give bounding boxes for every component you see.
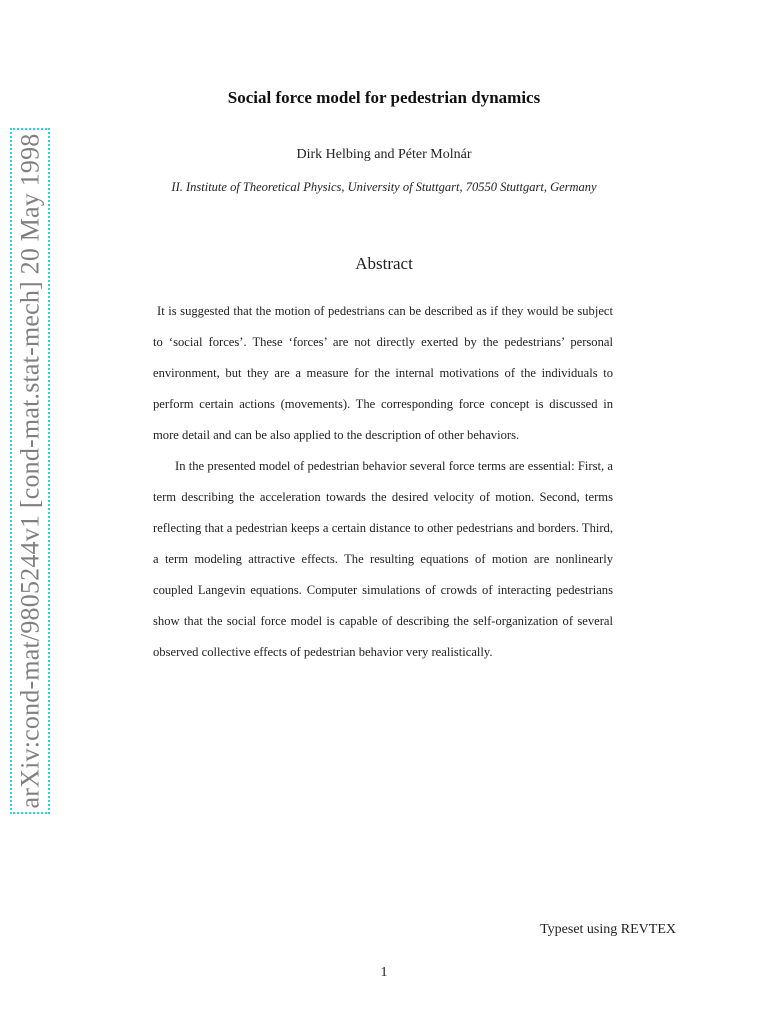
arxiv-stamp	[10, 128, 50, 814]
arxiv-identifier: arXiv:cond-mat/9805244v1 [cond-mat.stat-mech] 20 May 1998	[15, 133, 44, 809]
abstract-paragraph-1: It is suggested that the motion of pedestrians can be described as if they would be subject to ‘social forces’. These ‘forces’ are not directly exerted by the pedestrians’ personal environment, but they are a measure for the internal motivations of the individuals to perform certain actions (movements). The corresponding force concept is discussed in more detail and can be also applied to the description of other behaviors.	[153, 304, 613, 442]
abstract-paragraph-2: In the presented model of pedestrian behavior several force terms are essential: First, a term describing the acceleration towards the desired velocity of motion. Second, terms reflecting that a pedestrian keeps a certain distance to other pedestrians and borders. Third, a term modeling attractive effects. The resulting equations of motion are nonlinearly coupled Langevin equations. Computer simulations of crowds of interacting pedestrians show that the social force model is capable of describing the self-organization of several observed collective effects of pedestrian behavior very realistically.	[153, 459, 613, 659]
paper-authors: Dirk Helbing and Péter Molnár	[296, 147, 472, 162]
page-number: 1	[380, 965, 388, 980]
paper-title: Social force model for pedestrian dynamics	[227, 88, 541, 107]
abstract-body	[153, 296, 613, 668]
typeset-note: Typeset using REVTEX	[540, 922, 676, 937]
paper-affiliation: II. Institute of Theoretical Physics, University of Stuttgart, 70550 Stuttgart, Germany	[171, 180, 597, 194]
abstract-heading: Abstract	[355, 254, 413, 273]
